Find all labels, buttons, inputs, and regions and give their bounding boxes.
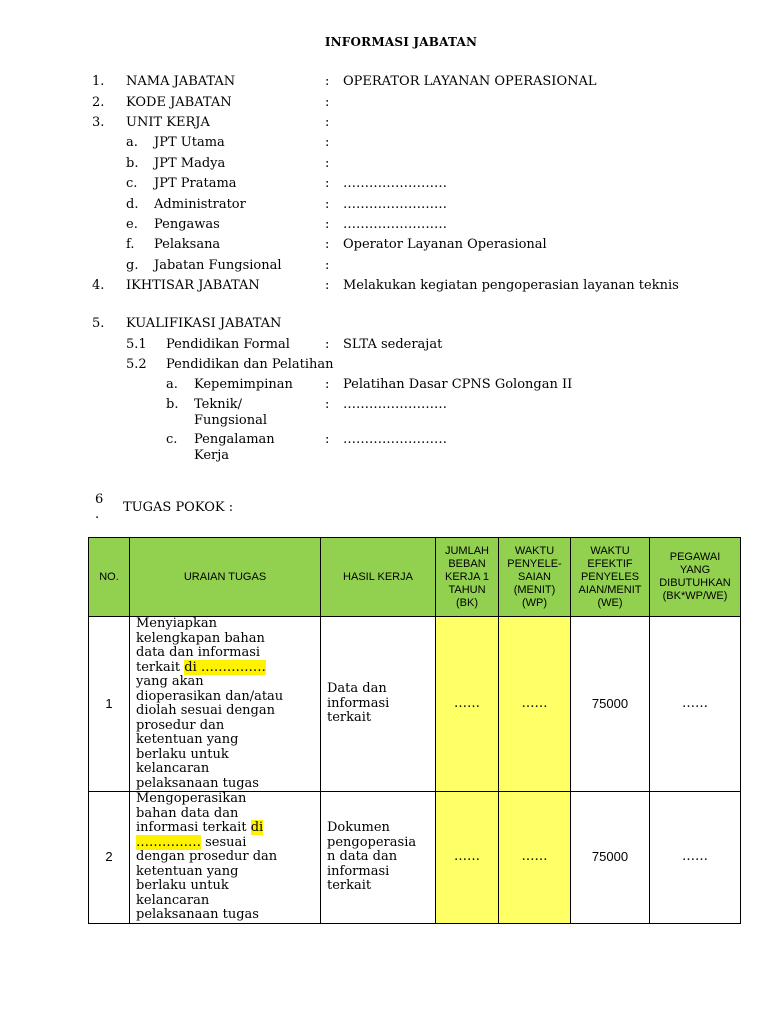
item-label: Administrator bbox=[154, 197, 246, 212]
item-colon: : bbox=[325, 432, 330, 447]
row-waktu-penyelesaian: …… bbox=[499, 617, 571, 792]
item-colon: : bbox=[325, 197, 330, 212]
row-beban-kerja: …… bbox=[436, 617, 499, 792]
tugas-pokok-table bbox=[88, 537, 741, 924]
item-label: Teknik/ bbox=[194, 397, 243, 412]
field-colon: : bbox=[325, 74, 330, 89]
item-colon: : bbox=[325, 237, 330, 252]
item-label: Jabatan Fungsional bbox=[154, 258, 282, 273]
item-letter: d. bbox=[126, 197, 139, 212]
tugas-pokok-heading bbox=[0, 492, 768, 526]
field-number: 1. bbox=[92, 74, 105, 89]
header-beban-kerja: JUMLAH BEBAN KERJA 1 TAHUN (BK) bbox=[436, 538, 499, 617]
table-header-row bbox=[89, 538, 741, 617]
highlighted-text: di …………… bbox=[184, 659, 266, 675]
header-uraian-tugas: URAIAN TUGAS bbox=[130, 538, 321, 617]
header-hasil-kerja: HASIL KERJA bbox=[321, 538, 436, 617]
row-uraian-tugas: Mengoperasikan bahan data dan informasi terkait di …………… sesuai dengan prosedur dan ketentuan yang berlaku untuk kelancaran pelaksanaan tugas bbox=[130, 792, 321, 924]
item-label: Pelaksana bbox=[154, 237, 221, 252]
row-hasil-kerja: Data dan informasi terkait bbox=[321, 617, 436, 792]
row-hasil-kerja: Dokumen pengoperasia n data dan informasi terkait bbox=[321, 792, 436, 924]
item-colon: : bbox=[325, 377, 330, 392]
row-number: 2 bbox=[89, 792, 130, 924]
field-label: NAMA JABATAN bbox=[126, 74, 236, 89]
item-letter: c. bbox=[126, 176, 138, 191]
item-label: Pendidikan dan Pelatihan bbox=[166, 357, 334, 372]
field-label: KODE JABATAN bbox=[126, 95, 232, 110]
item-value: …………………… bbox=[343, 197, 447, 212]
field-colon: : bbox=[325, 95, 330, 110]
item-label: Pengalaman bbox=[194, 432, 275, 447]
field-number: 4. bbox=[92, 278, 105, 293]
row-waktu-efektif: 75000 bbox=[571, 617, 650, 792]
item-label-line2: Fungsional bbox=[194, 413, 268, 428]
item-value: Operator Layanan Operasional bbox=[343, 237, 547, 252]
header-no: NO. bbox=[89, 538, 130, 617]
item-letter: e. bbox=[126, 217, 138, 232]
highlighted-text: di …………… bbox=[136, 820, 264, 850]
header-pegawai-dibutuhkan: PEGAWAI YANG DIBUTUHKAN (BK*WP/WE) bbox=[650, 538, 741, 617]
item-letter: a. bbox=[126, 135, 138, 150]
row-pegawai-dibutuhkan: …… bbox=[650, 617, 741, 792]
field-number-dot: . bbox=[95, 507, 100, 522]
header-waktu-penyelesaian: WAKTU PENYELE- SAIAN (MENIT) (WP) bbox=[499, 538, 571, 617]
field-colon: : bbox=[325, 115, 330, 130]
item-colon: : bbox=[325, 156, 330, 171]
header-waktu-efektif: WAKTU EFEKTIF PENYELES AIAN/MENIT (WE) bbox=[571, 538, 650, 617]
row-number: 1 bbox=[89, 617, 130, 792]
field-number: 2. bbox=[92, 95, 105, 110]
table-row bbox=[89, 792, 741, 924]
item-letter: b. bbox=[166, 397, 179, 412]
field-label: UNIT KERJA bbox=[126, 115, 210, 130]
table-row bbox=[89, 617, 741, 792]
item-value: …………………… bbox=[343, 176, 447, 191]
item-value: …………………… bbox=[343, 217, 447, 232]
item-colon: : bbox=[325, 258, 330, 273]
item-value: Pelatihan Dasar CPNS Golongan II bbox=[343, 377, 573, 392]
item-label-line2: Kerja bbox=[194, 448, 230, 463]
item-label: Kepemimpinan bbox=[194, 377, 293, 392]
item-value: …………………… bbox=[343, 432, 447, 447]
field-label: IKHTISAR JABATAN bbox=[126, 278, 260, 293]
row-pegawai-dibutuhkan: …… bbox=[650, 792, 741, 924]
row-uraian-tugas: Menyiapkan kelengkapan bahan data dan informasi terkait di …………… yang akan dioperasikan dan/atau diolah sesuai dengan prosedur dan ketentuan yang berlaku untuk kelancaran pelaksanaan tugas bbox=[130, 617, 321, 792]
field-number: 6 bbox=[95, 492, 104, 507]
field-number: 3. bbox=[92, 115, 105, 130]
row-waktu-efektif: 75000 bbox=[571, 792, 650, 924]
item-label: Pendidikan Formal bbox=[166, 337, 290, 352]
item-letter: b. bbox=[126, 156, 139, 171]
field-label: KUALIFIKASI JABATAN bbox=[126, 316, 282, 331]
field-colon: : bbox=[325, 278, 330, 293]
item-label: JPT Utama bbox=[154, 135, 225, 150]
item-letter: g. bbox=[126, 258, 139, 273]
item-value: …………………… bbox=[343, 397, 447, 412]
item-colon: : bbox=[325, 397, 330, 412]
field-value: OPERATOR LAYANAN OPERASIONAL bbox=[343, 74, 597, 89]
item-number: 5.1 bbox=[126, 337, 147, 352]
item-letter: f. bbox=[126, 237, 135, 252]
item-label: JPT Pratama bbox=[154, 176, 237, 191]
item-letter: c. bbox=[166, 432, 178, 447]
item-colon: : bbox=[325, 135, 330, 150]
row-waktu-penyelesaian: …… bbox=[499, 792, 571, 924]
item-label: Pengawas bbox=[154, 217, 220, 232]
item-colon: : bbox=[325, 176, 330, 191]
item-colon: : bbox=[325, 217, 330, 232]
item-number: 5.2 bbox=[126, 357, 147, 372]
document-title: INFORMASI JABATAN bbox=[324, 35, 478, 49]
item-label: JPT Madya bbox=[154, 156, 226, 171]
item-value: SLTA sederajat bbox=[343, 337, 443, 352]
item-letter: a. bbox=[166, 377, 178, 392]
field-number: 5. bbox=[92, 316, 105, 331]
item-colon: : bbox=[325, 337, 330, 352]
field-value: Melakukan kegiatan pengoperasian layanan teknis bbox=[343, 278, 679, 293]
field-label: TUGAS POKOK : bbox=[123, 500, 234, 515]
pelatihan-item bbox=[0, 397, 768, 429]
row-beban-kerja: …… bbox=[436, 792, 499, 924]
pelatihan-item bbox=[0, 432, 768, 464]
